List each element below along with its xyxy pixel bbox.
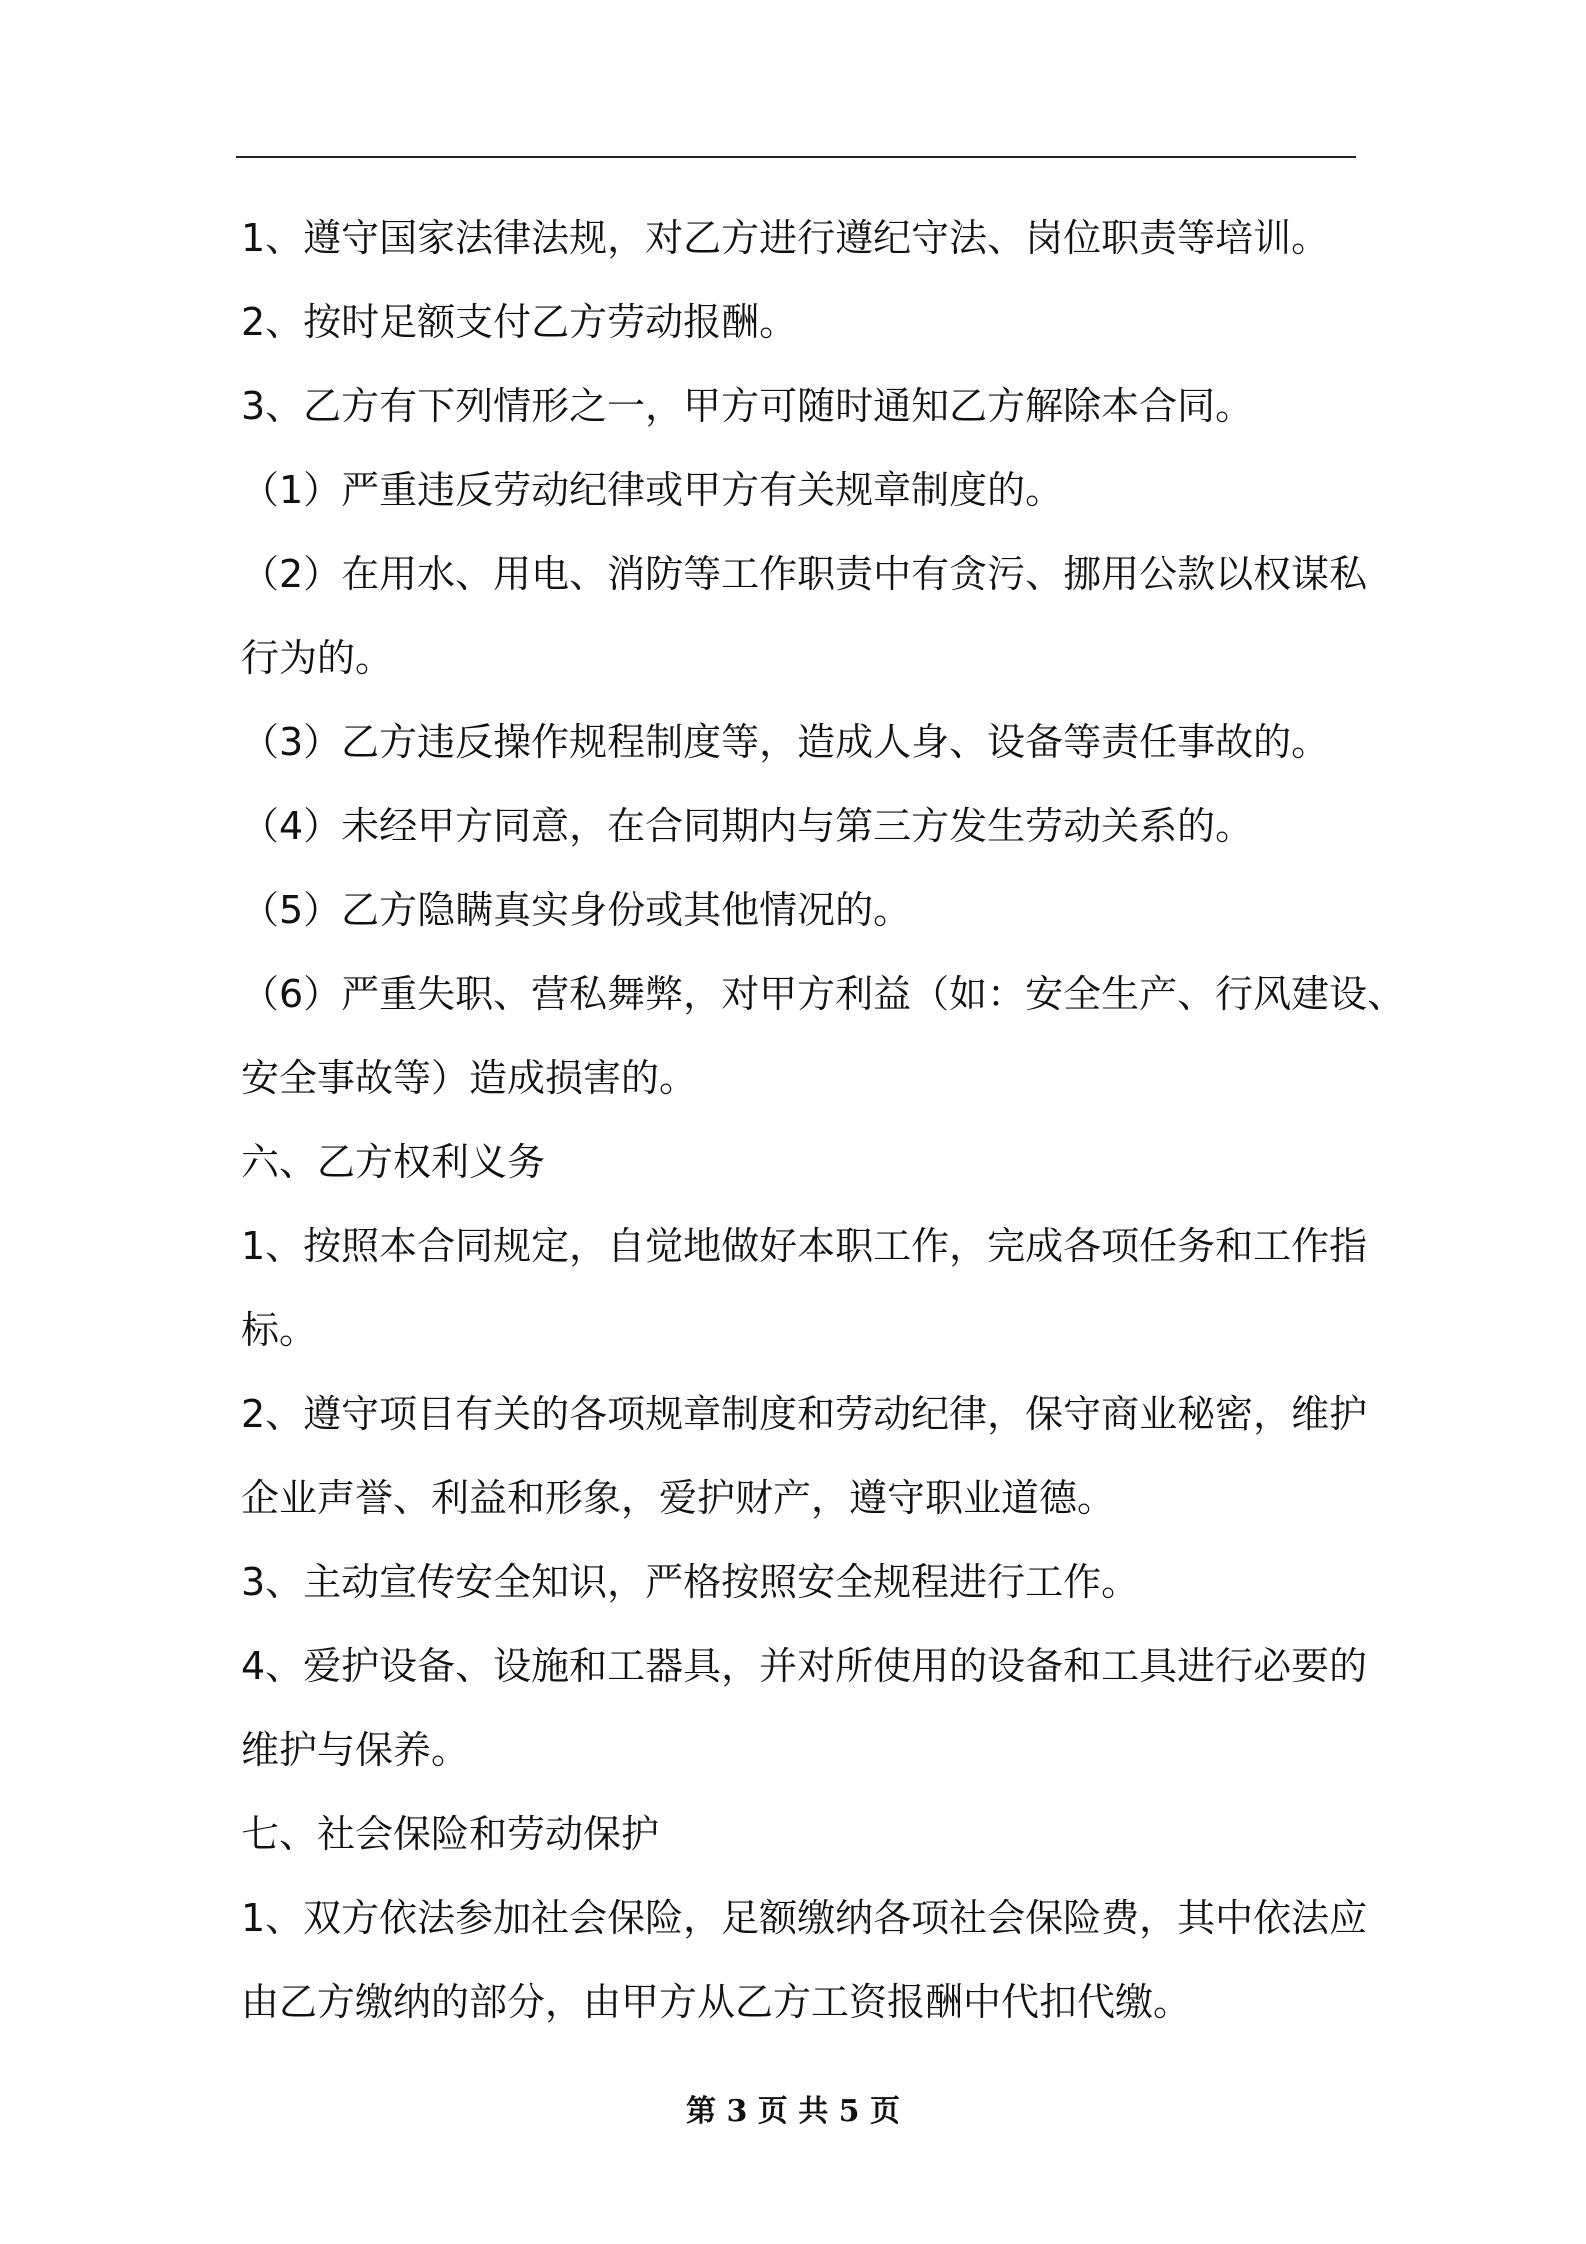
continuation-line: 行为的。 [241,636,394,680]
sub-clause-line: （6）严重失职、营私舞弊，对甲方利益（如：安全生产、行风建设、 [241,972,1406,1016]
page-number: 第 3 页 共 5 页 [686,2094,900,2129]
document-body [241,196,1406,2044]
clause-line: 1、遵守国家法律法规，对乙方进行遵纪守法、岗位职责等培训。 [241,216,1330,260]
continuation-line: 安全事故等）造成损害的。 [241,1056,698,1100]
clause-line: 2、按时足额支付乙方劳动报酬。 [241,300,798,344]
sub-clause-line: （4）未经甲方同意，在合同期内与第三方发生劳动关系的。 [241,804,1254,848]
sub-clause-line: （3）乙方违反操作规程制度等，造成人身、设备等责任事故的。 [241,720,1330,764]
clause-line: 1、双方依法参加社会保险，足额缴纳各项社会保险费，其中依法应 [241,1896,1368,1940]
clause-line: 4、爱护设备、设施和工器具，并对所使用的设备和工具进行必要的 [241,1644,1368,1688]
header-rule [236,156,1356,158]
sub-clause-line: （2）在用水、用电、消防等工作职责中有贪污、挪用公款以权谋私 [241,552,1368,596]
section-heading: 六、乙方权利义务 [241,1140,546,1184]
clause-line: 3、乙方有下列情形之一，甲方可随时通知乙方解除本合同。 [241,384,1254,428]
section-heading: 七、社会保险和劳动保护 [241,1812,660,1856]
continuation-line: 企业声誉、利益和形象，爱护财产，遵守职业道德。 [241,1476,1116,1520]
continuation-line: 由乙方缴纳的部分，由甲方从乙方工资报酬中代扣代缴。 [241,1980,1192,2024]
continuation-line: 维护与保养。 [241,1728,470,1772]
clause-line: 1、按照本合同规定，自觉地做好本职工作，完成各项任务和工作指 [241,1224,1368,1268]
clause-line: 3、主动宣传安全知识，严格按照安全规程进行工作。 [241,1560,1140,1604]
clause-line: 2、遵守项目有关的各项规章制度和劳动纪律，保守商业秘密，维护 [241,1392,1368,1436]
continuation-line: 标。 [241,1308,318,1352]
sub-clause-line: （5）乙方隐瞒真实身份或其他情况的。 [241,888,912,932]
sub-clause-line: （1）严重违反劳动纪律或甲方有关规章制度的。 [241,468,1064,512]
